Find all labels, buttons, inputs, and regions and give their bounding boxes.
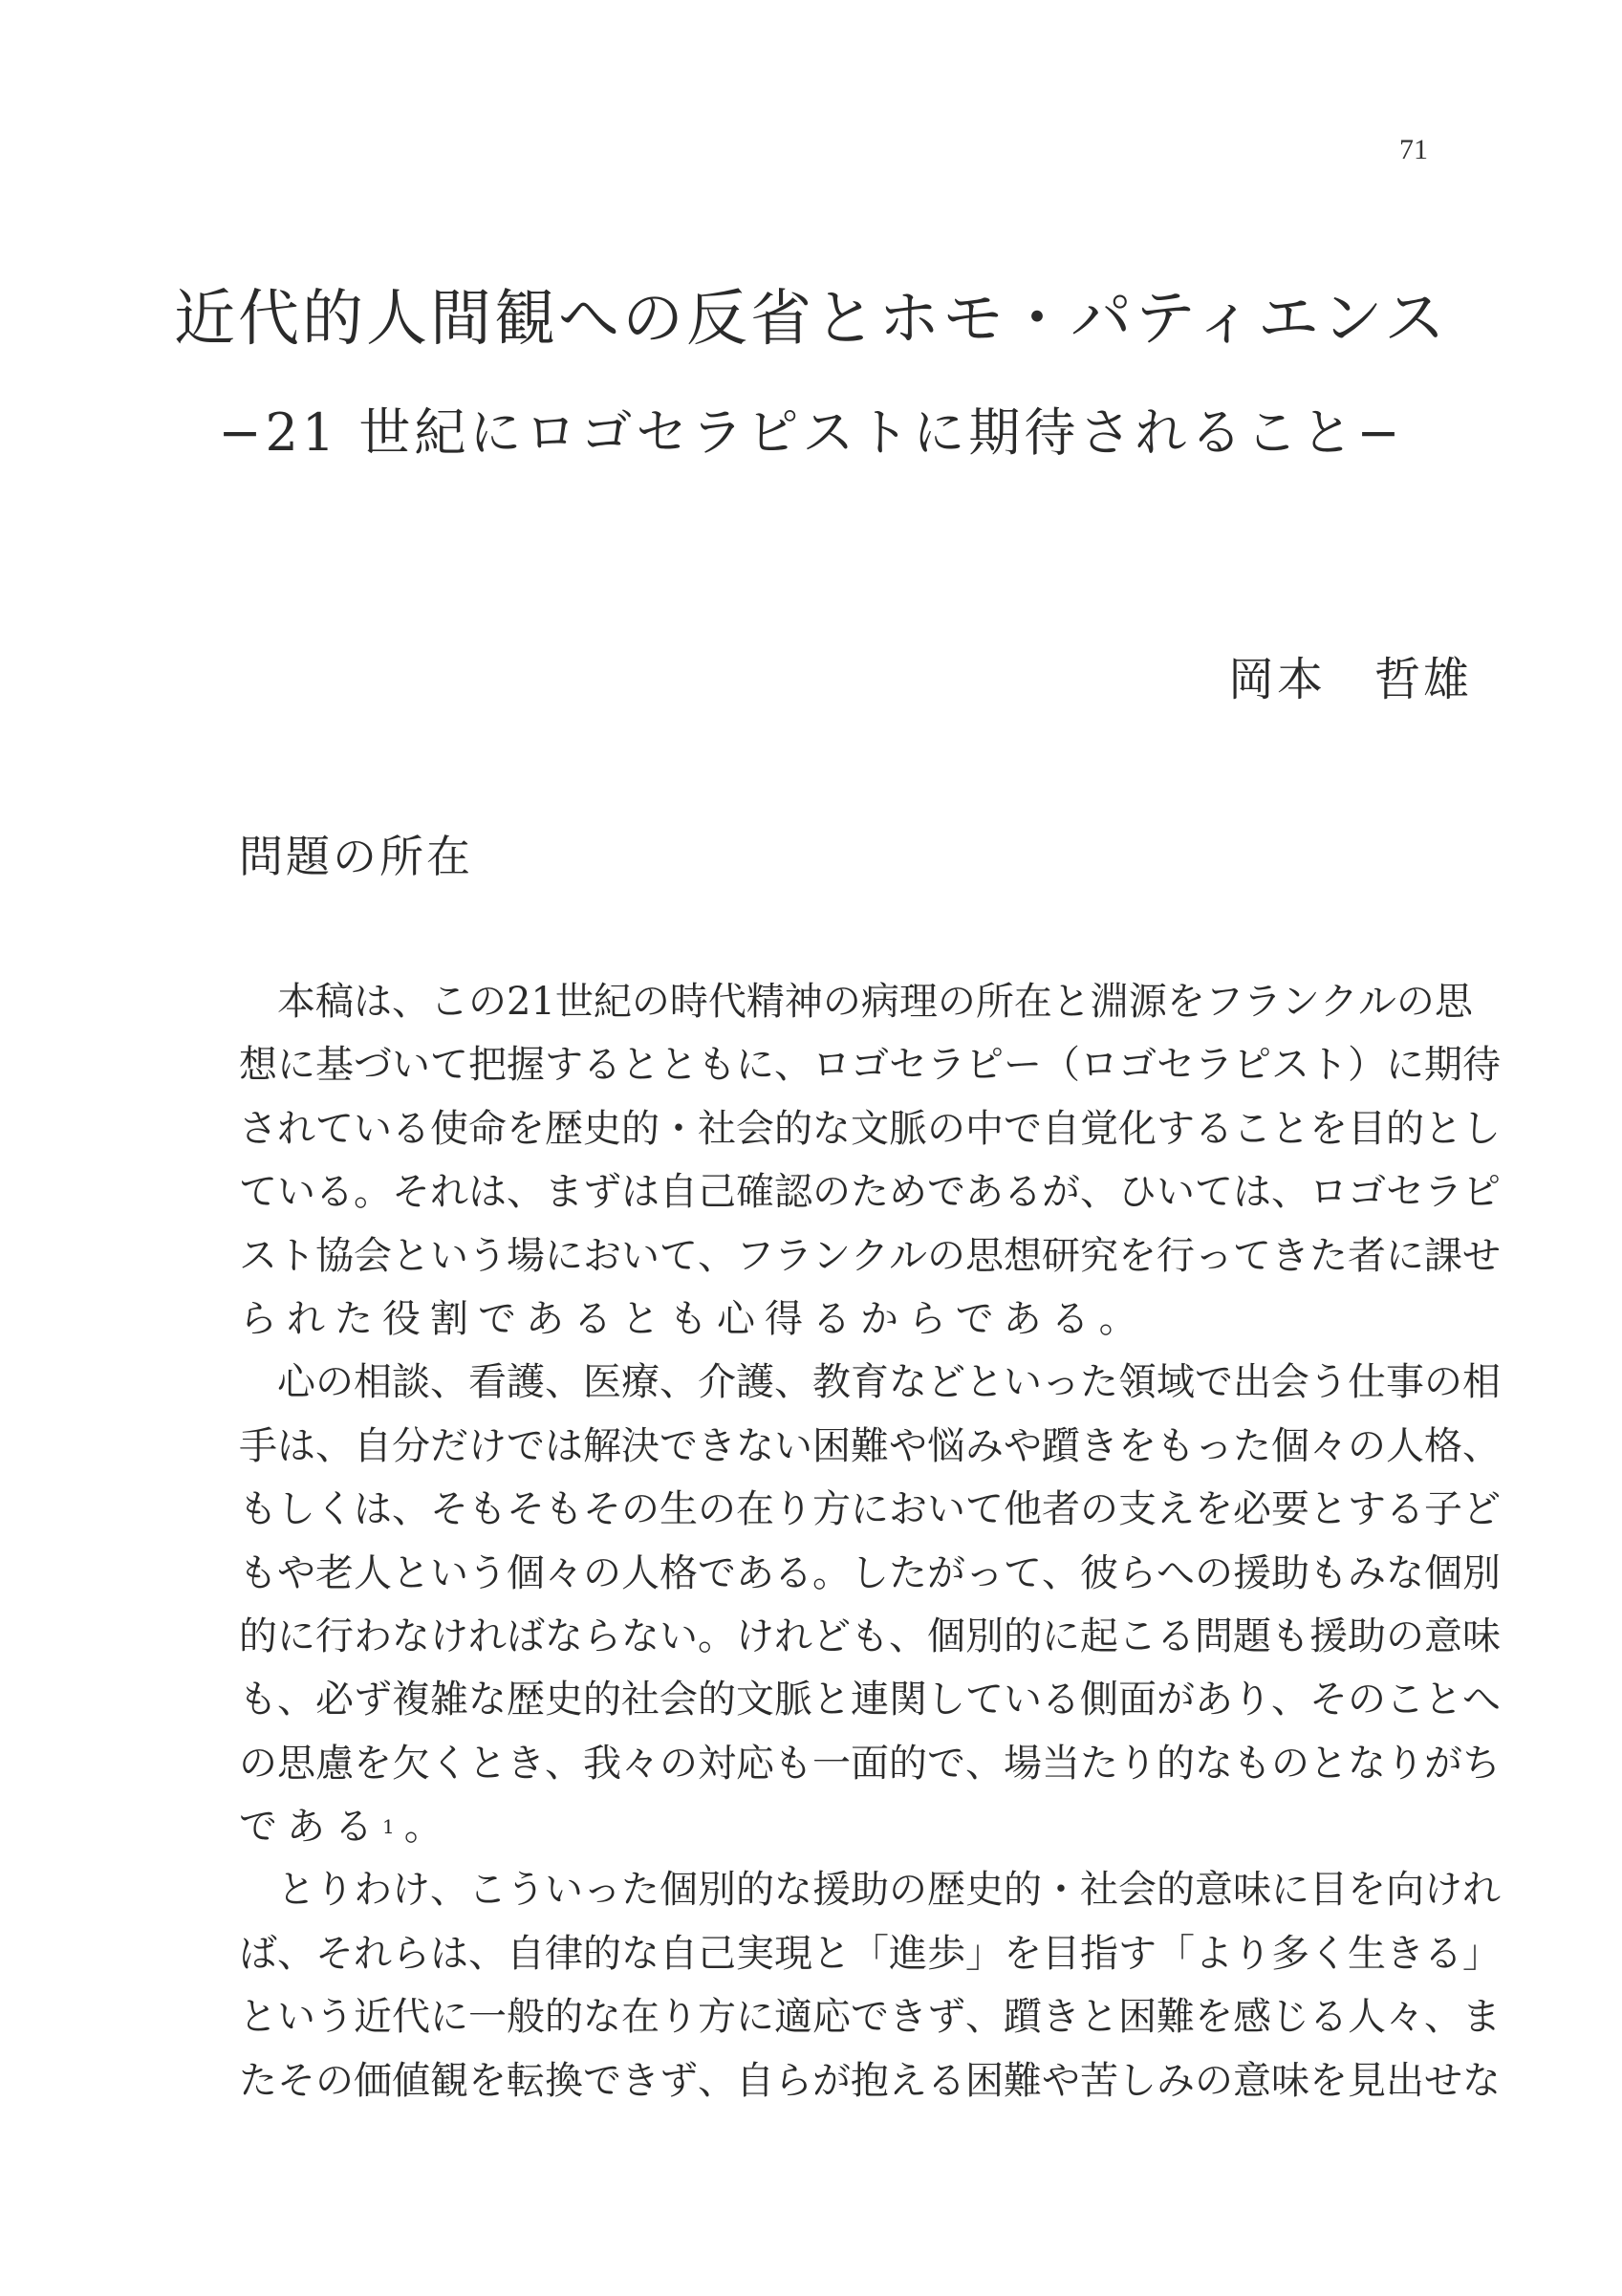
paper-title: 近代的人間観への反省とホモ・パティエンス <box>174 284 1448 355</box>
text-line: と い う 近 代 に 一 般 的 な 在 り 方 に 適 応 で き ず 、 躓 き と 困 難 を 感 じ る 人 々 、 ま <box>239 1995 1501 2040</box>
text-line: た そ の 価 値 観 を 転 換 で き ず 、 自 ら が 抱 え る 困 難 や 苦 し み の 意 味 を 見 出 せ な <box>239 2058 1501 2103</box>
text-line <box>239 1795 1458 1858</box>
section-heading: 問題の所在 <box>239 831 473 882</box>
text-line: も し く は 、 そ も そ も そ の 生 の 在 り 方 に お い て 他 者 の 支 え を 必 要 と す る 子 ど <box>239 1487 1501 1532</box>
text-line: さ れ て い る 使 命 を 歴 史 的 ・ 社 会 的 な 文 脈 の 中 で 自 覚 化 す る こ と を 目 的 と し <box>239 1106 1501 1151</box>
text-line: ス ト 協 会 と い う 場 に お い て 、 フ ラ ン ク ル の 思 想 研 究 を 行 っ て き た 者 に 課 せ <box>239 1233 1501 1278</box>
author-name: 岡本 哲雄 <box>1228 653 1473 706</box>
text-line: 本 稿 は 、 こ の 21 世 紀 の 時 代 精 神 の 病 理 の 所 在 と 淵 源 を フ ラ ン ク ル の 思 <box>277 980 1473 1024</box>
text-line: 的 に 行 わ な け れ ば な ら な い 。 け れ ど も 、 個 別 的 に 起 こ る 問 題 も 援 助 の 意 味 <box>239 1614 1501 1658</box>
text-line-tail: 。 <box>403 1805 452 1850</box>
text-line: も や 老 人 と い う 個 々 の 人 格 で あ る 。 し た が っ て 、 彼 ら へ の 援 助 も み な 個 別 <box>239 1550 1501 1595</box>
text-line: 心 の 相 談 、 看 護 、 医 療 、 介 護 、 教 育 な ど と い っ た 領 域 で 出 会 う 仕 事 の 相 <box>277 1360 1501 1405</box>
text-line: ば 、 そ れ ら は 、 自 律 的 な 自 己 実 現 と 「 進 歩 」 を 目 指 す 「 よ り 多 く 生 き る 」 <box>239 1931 1501 1976</box>
page-number: 71 <box>1399 134 1428 165</box>
body-text <box>239 970 1501 2112</box>
text-line: て い る 。 そ れ は 、 ま ず は 自 己 確 認 の た め で あ る が 、 ひ い て は 、 ロ ゴ セ ラ ピ <box>239 1170 1501 1215</box>
text-line: も 、 必 ず 複 雑 な 歴 史 的 社 会 的 文 脈 と 連 関 し て い る 側 面 が あ り 、 そ の こ と へ <box>239 1678 1501 1722</box>
text-line: 想 に 基 づ い て 把 握 す る と と も に 、 ロ ゴ セ ラ ピ ー （ ロ ゴ セ ラ ピ ス ト ） に 期 待 <box>239 1043 1501 1088</box>
text-line-content: である <box>239 1805 382 1850</box>
footnote-marker[interactable]: 1 <box>382 1815 404 1839</box>
text-line: と り わ け 、 こ う い っ た 個 別 的 な 援 助 の 歴 史 的 ・ 社 会 的 意 味 に 目 を 向 け れ <box>277 1868 1501 1913</box>
text-line: の 思 慮 を 欠 く と き 、 我 々 の 対 応 も 一 面 的 で 、 場 当 た り 的 な も の と な り が ち <box>239 1741 1501 1786</box>
text-line: 手 は 、 自 分 だ け で は 解 決 で き な い 困 難 や 悩 み や 躓 き を も っ た 個 々 の 人 格 、 <box>239 1423 1501 1468</box>
text-line: られた役割であるとも心得るからである。 <box>239 1296 1147 1341</box>
paper-subtitle: −21 世紀にロゴセラピストに期待されること− <box>218 402 1404 463</box>
